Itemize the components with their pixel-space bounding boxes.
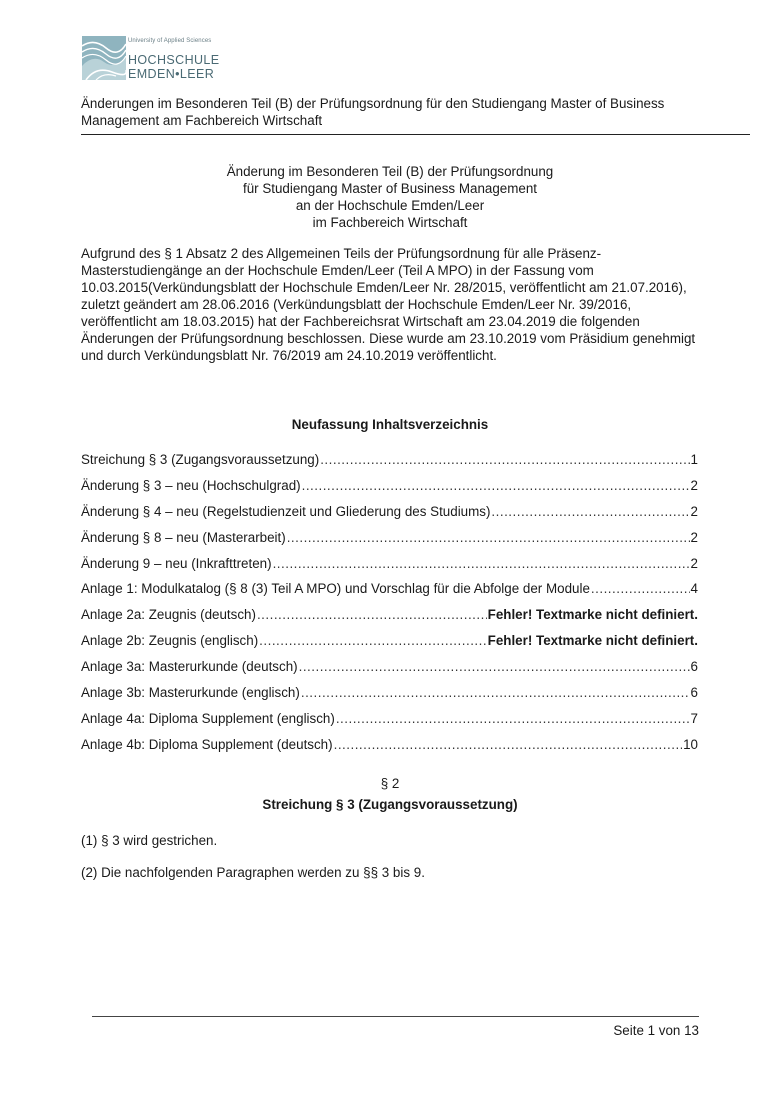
title-line: Änderung im Besonderen Teil (B) der Prüfungsordnung [226,164,554,179]
section-title: Streichung § 3 (Zugangsvoraussetzung) [262,797,518,812]
toc-entry[interactable] [81,659,698,685]
title-line: für Studiengang Master of Business Management [242,181,538,196]
toc-entry-label: Anlage 1: Modulkatalog (§ 8 (3) Teil A MPO) und Vorschlag für die Abfolge der Module [81,581,590,597]
toc-leader-dots [336,711,690,726]
toc-entry[interactable] [81,504,698,530]
logo-name-line2: EMDEN•LEER [128,67,215,81]
toc-entry-label: Streichung § 3 (Zugangsvoraussetzung) [81,452,320,467]
toc-bookmark-error: Fehler! Textmarke nicht definiert. [487,607,698,623]
toc-leader-dots [299,659,690,674]
toc-leader-dots [302,478,690,493]
section-paragraph: (1) § 3 wird gestrichen. [81,833,218,848]
toc-entry-label: Änderung § 8 – neu (Masterarbeit) [81,529,286,545]
university-logo [82,36,222,82]
wave-logo-icon [82,36,126,80]
title-line: im Fachbereich Wirtschaft [312,215,468,230]
toc-leader-dots [301,685,690,700]
toc-entry-label: Änderung § 4 – neu (Regelstudienzeit und Gliederung des Studiums) [81,503,491,519]
section-number: § 2 [380,776,400,791]
logo-subtitle: University of Applied Sciences [128,38,212,44]
toc-leader-dots [257,607,487,622]
toc-leader-dots [259,633,486,648]
toc-entry[interactable] [81,530,698,556]
toc-entry-page: 6 [690,685,698,701]
toc-entry-page: 10 [683,736,698,752]
document-title-block [81,163,699,231]
toc-entry-page: 2 [690,555,698,571]
page-number: Seite 1 von 13 [613,1023,699,1038]
toc-entry-label: Änderung 9 – neu (Inkrafttreten) [81,555,272,571]
toc-entry[interactable] [81,556,698,582]
toc-entry[interactable] [81,478,698,504]
preamble-paragraph: Aufgrund des § 1 Absatz 2 des Allgemeinen Teils der Prüfungsordnung für alle Präsenz-Masterstudiengänge an der Hochschule Emden/Leer (Teil A MPO) in der Fassung vom 10.03.2015(Verkündungsblatt der Hochschule Emden/Leer Nr. 28/2015, veröffentlicht am 21.07.2016), zuletzt geändert am 28.06.2016 (Verkündungsblatt der Hochschule Emden/Leer Nr. 39/2016, veröffentlicht am 18.03.2015) hat der Fachbereichsrat Wirtschaft am 23.04.2019 die folgenden Änderungen der Prüfungsordnung beschlossen. Diese wurde am 23.10.2019 vom Präsidium genehmigt und durch Verkündungsblatt Nr. 76/2019 am 24.10.2019 veröffentlicht. [81,246,696,363]
toc-entry-label: Anlage 4a: Diploma Supplement (englisch) [81,710,335,726]
toc-entry-label: Anlage 3b: Masterurkunde (englisch) [81,685,300,701]
toc-entry-page: 6 [690,659,698,675]
toc-entry[interactable] [81,711,698,737]
toc-entry[interactable] [81,607,698,633]
toc-entry-page: 2 [690,477,698,493]
toc-leader-dots [591,581,690,596]
toc-entry[interactable] [81,685,698,711]
toc-entry-label: Anlage 3a: Masterurkunde (deutsch) [81,659,298,675]
toc-entry-label: Anlage 2a: Zeugnis (deutsch) [81,607,256,623]
toc-entry[interactable] [81,737,698,763]
toc-entry-page: 2 [690,529,698,545]
title-line: an der Hochschule Emden/Leer [295,198,485,213]
toc-leader-dots [287,530,690,545]
toc-leader-dots [273,556,690,571]
toc-entry[interactable] [81,452,698,478]
toc-entry-page: 2 [690,503,698,519]
toc-entry-label: Änderung § 3 – neu (Hochschulgrad) [81,477,301,493]
table-of-contents [81,452,698,763]
toc-entry-page: 1 [690,452,698,467]
footer-divider [92,1016,699,1017]
toc-leader-dots [334,737,683,752]
document-header-title: Änderungen im Besonderen Teil (B) der Prüfungsordnung für den Studiengang Master of Business Management am Fachbereich Wirtschaft [81,96,665,128]
toc-entry-label: Anlage 4b: Diploma Supplement (deutsch) [81,736,333,752]
toc-entry[interactable] [81,633,698,659]
toc-leader-dots [320,452,689,467]
section-paragraph: (2) Die nachfolgenden Paragraphen werden zu §§ 3 bis 9. [81,865,425,880]
toc-entry-page: 4 [690,581,698,597]
toc-heading: Neufassung Inhaltsverzeichnis [291,417,489,432]
header-divider [81,134,750,135]
toc-entry-page: 7 [690,710,698,726]
logo-name-line1: HOCHSCHULE [128,53,220,67]
toc-bookmark-error: Fehler! Textmarke nicht definiert. [487,633,698,649]
toc-entry[interactable] [81,581,698,607]
toc-leader-dots [491,504,689,519]
toc-entry-label: Anlage 2b: Zeugnis (englisch) [81,633,259,649]
